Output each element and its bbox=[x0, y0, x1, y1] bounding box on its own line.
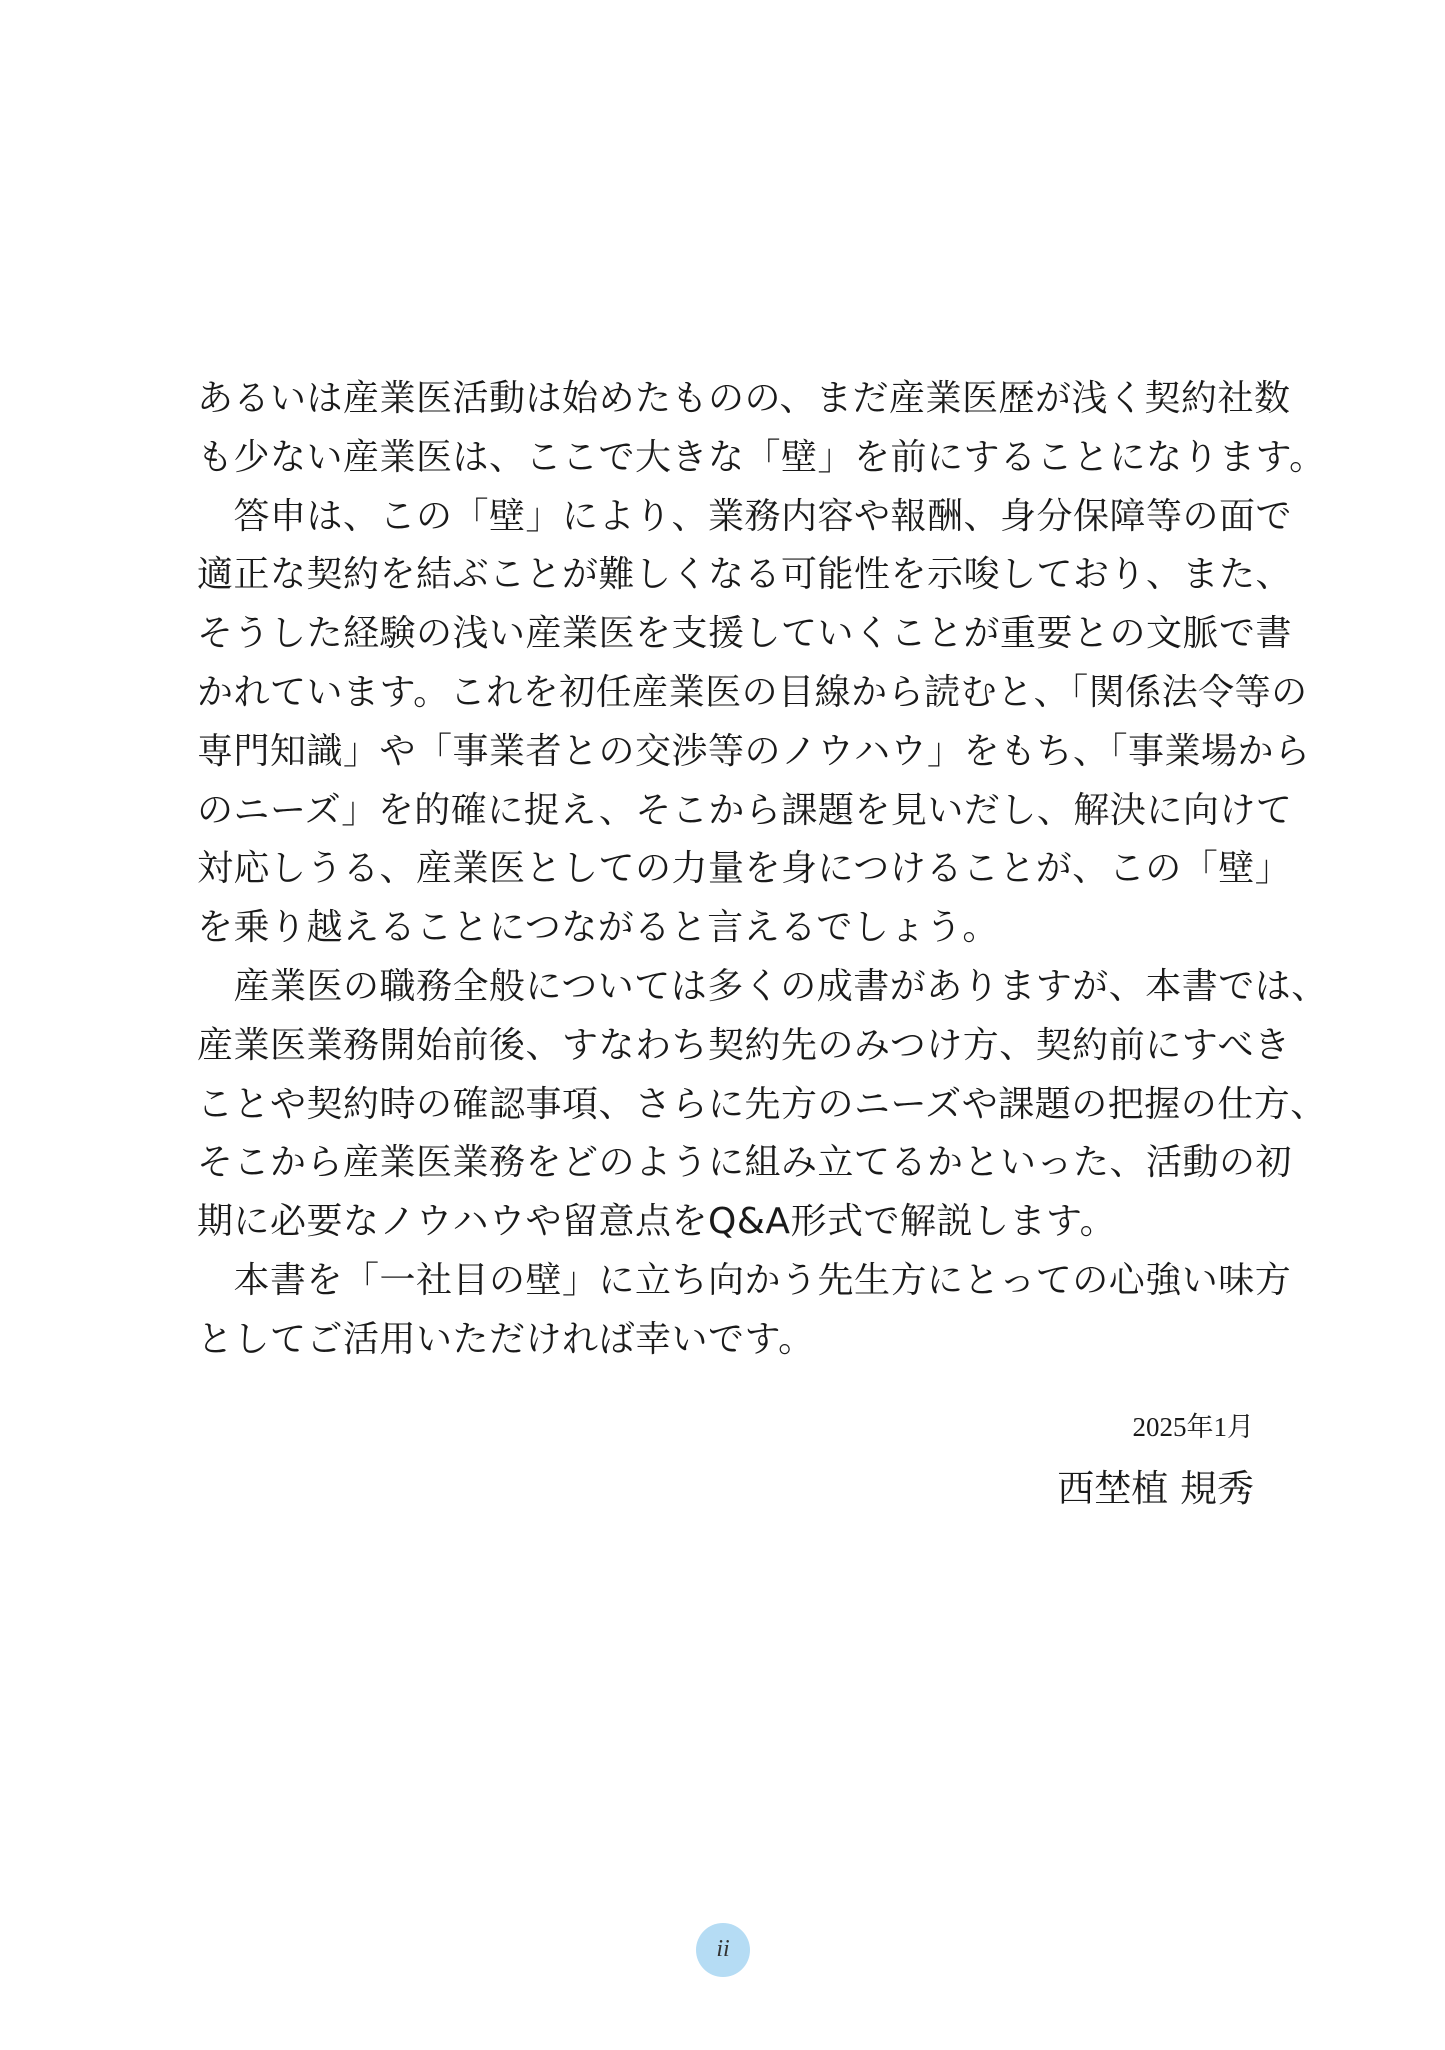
text-line: 本書を「一社目の壁」に立ち向かう先生方にとっての心強い味方 bbox=[197, 1259, 1292, 1301]
text-line: かれています。これを初任産業医の目線から読むと、「関係法令等の bbox=[197, 671, 1308, 713]
text-line: 専門知識」や「事業者との交渉等のノウハウ」をもち、「事業場から bbox=[197, 730, 1311, 772]
text-line: ことや契約時の確認事項、さらに先方のニーズや課題の把握の仕方、 bbox=[197, 1083, 1327, 1125]
text-line: のニーズ」を的確に捉え、そこから課題を見いだし、解決に向けて bbox=[197, 789, 1293, 831]
page-number-badge: ii bbox=[696, 1923, 750, 1977]
text-line: 期に必要なノウハウや留意点をQ&A形式で解説します。 bbox=[197, 1201, 1117, 1243]
preface-body bbox=[197, 370, 1328, 1370]
text-line: としてご活用いただければ幸いです。 bbox=[197, 1318, 815, 1360]
text-line: そうした経験の浅い産業医を支援していくことが重要との文脈で書 bbox=[197, 613, 1293, 655]
author-name: 西埜植 規秀 bbox=[1057, 1467, 1254, 1510]
date: 2025年1月 bbox=[1132, 1412, 1254, 1442]
text-line: 適正な契約を結ぶことが難しくなる可能性を示唆しており、また、 bbox=[197, 554, 1293, 596]
text-line: 産業医の職務全般については多くの成書がありますが、本書では、 bbox=[197, 965, 1328, 1007]
text-line: 対応しうる、産業医としての力量を身につけることが、この「壁」 bbox=[197, 848, 1292, 890]
text-line: を乗り越えることにつながると言えるでしょう。 bbox=[197, 907, 999, 949]
text-line: そこから産業医業務をどのように組み立てるかといった、活動の初 bbox=[197, 1142, 1293, 1184]
text-line: あるいは産業医活動は始めたものの、まだ産業医歴が浅く契約社数 bbox=[197, 378, 1291, 419]
text-line: 答申は、この「壁」により、業務内容や報酬、身分保障等の面で bbox=[197, 495, 1293, 537]
text-line: 産業医業務開始前後、すなわち契約先のみつけ方、契約前にすべき bbox=[197, 1024, 1291, 1066]
text-line: も少ない産業医は、ここで大きな「壁」を前にすることになります。 bbox=[197, 436, 1326, 478]
